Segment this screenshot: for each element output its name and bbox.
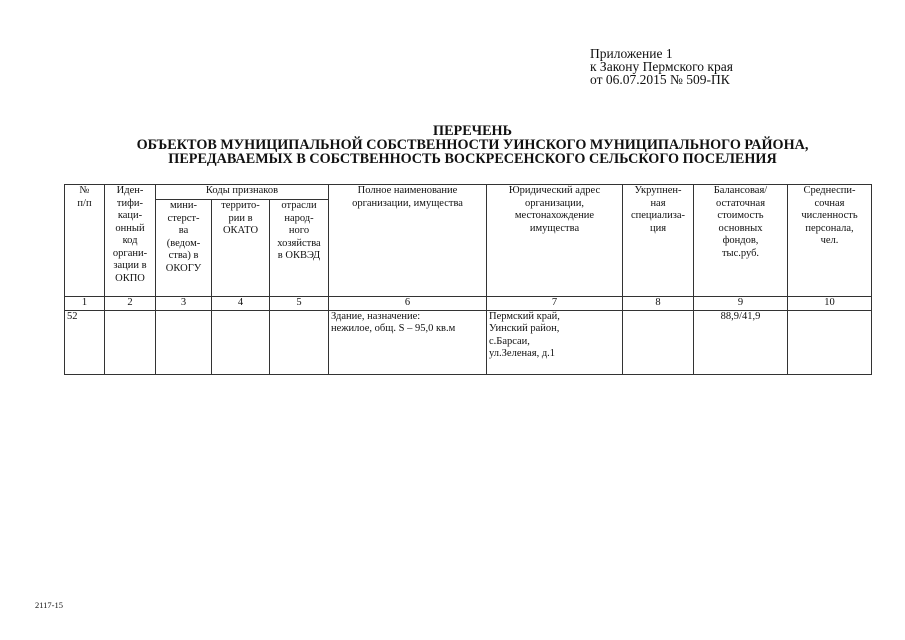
cell-text-line: организации, имущества xyxy=(352,197,463,209)
cell-text-line: численность xyxy=(801,210,858,221)
header-full-name xyxy=(329,185,487,297)
row-okato xyxy=(212,310,270,374)
table-row xyxy=(65,310,872,374)
cell-text-line: организации, xyxy=(525,197,584,209)
property-list-table xyxy=(64,184,872,375)
header-okved xyxy=(270,200,329,297)
heading-line-2: ОБЪЕКТОВ МУНИЦИПАЛЬНОЙ СОБСТВЕННОСТИ УИНСКОГО МУНИЦИПАЛЬНОГО РАЙОНА, xyxy=(136,137,809,153)
appendix-line: Приложение 1 xyxy=(590,46,673,61)
appendix-reference xyxy=(590,47,733,86)
cell-text-line: тыс.руб. xyxy=(721,247,760,259)
cell-text-line: Пермский край, xyxy=(489,310,560,322)
cell-text-line: остаточная xyxy=(715,197,766,209)
cell-text-line: Укрупнен- xyxy=(634,185,682,196)
column-number-7: 7 xyxy=(487,297,623,311)
column-number-6: 6 xyxy=(329,297,487,311)
cell-text-line: ная xyxy=(650,197,666,209)
cell-text-line: № xyxy=(79,185,90,196)
document-heading xyxy=(100,124,845,166)
heading-title: ПЕРЕЧЕНЬ xyxy=(433,123,512,139)
cell-text-line: стерст- xyxy=(167,212,200,224)
cell-text-line: народ- xyxy=(284,212,314,224)
cell-text-line: код xyxy=(122,235,138,246)
header-staff xyxy=(788,185,872,297)
cell-text-line: рии в xyxy=(228,212,253,224)
header-okato xyxy=(212,200,270,297)
cell-text-line: ция xyxy=(649,222,667,234)
cell-text-line: Полное наименование xyxy=(357,185,458,196)
row-okogu xyxy=(156,310,212,374)
cell-text-line: с.Барсаи, xyxy=(489,335,530,347)
cell-text-line: отрасли xyxy=(281,200,317,211)
column-number-2: 2 xyxy=(105,297,156,311)
appendix-date-line: от 06.07.2015 № 509-ПК xyxy=(590,72,730,87)
header-codes-group: Коды признаков xyxy=(156,185,329,200)
cell-text-line: Здание, назначение: xyxy=(331,310,421,322)
row-specialization xyxy=(623,310,694,374)
cell-text-line: нежилое, общ. S – 95,0 кв.м xyxy=(331,323,456,334)
cell-text-line: персонала, xyxy=(805,222,854,234)
cell-text-line: (ведом- xyxy=(166,237,201,249)
cell-text-line: органи- xyxy=(112,247,148,259)
cell-text-line: хозяйства xyxy=(277,237,321,249)
row-staff xyxy=(788,310,872,374)
column-number-5: 5 xyxy=(270,297,329,311)
cell-text-line: каци- xyxy=(117,210,143,221)
cell-text-line: онный xyxy=(115,222,145,234)
cell-text-line: тифи- xyxy=(116,197,144,209)
header-address xyxy=(487,185,623,297)
heading-line-3: ПЕРЕДАВАЕМЫХ В СОБСТВЕННОСТЬ ВОСКРЕСЕНСКОГО СЕЛЬСКОГО ПОСЕЛЕНИЯ xyxy=(168,151,777,167)
cell-text-line: ОКОГУ xyxy=(165,262,202,274)
cell-text-line: чел. xyxy=(820,235,839,246)
cell-text-line: в ОКВЭД xyxy=(277,250,321,261)
cell-text-line: Среднеспи- xyxy=(803,185,856,196)
cell-text-line: Юридический адрес xyxy=(508,185,601,196)
column-number-9: 9 xyxy=(694,297,788,311)
cell-text-line: ва xyxy=(178,225,189,236)
row-name xyxy=(329,310,487,374)
header-num xyxy=(65,185,105,297)
cell-text-line: ул.Зеленая, д.1 xyxy=(489,348,556,359)
row-okpo xyxy=(105,310,156,374)
cell-text-line: сочная xyxy=(814,197,845,209)
cell-text-line: Балансовая/ xyxy=(713,185,768,196)
cell-text-line: Уинский район, xyxy=(489,323,560,334)
cell-text-line: основных xyxy=(718,222,763,234)
header-specialization xyxy=(623,185,694,297)
column-number-1: 1 xyxy=(65,297,105,311)
appendix-law-line: к Закону Пермского края xyxy=(590,59,733,74)
cell-text-line: местонахождение xyxy=(514,210,595,221)
cell-text-line: специализа- xyxy=(630,210,686,221)
column-number-4: 4 xyxy=(212,297,270,311)
header-balance xyxy=(694,185,788,297)
cell-text-line: ОКПО xyxy=(115,272,145,284)
column-number-3: 3 xyxy=(156,297,212,311)
cell-text-line: фондов, xyxy=(722,235,759,246)
row-balance: 88,9/41,9 xyxy=(694,310,788,374)
cell-text-line: Иден- xyxy=(116,185,144,196)
header-okpo xyxy=(105,185,156,297)
column-number-10: 10 xyxy=(788,297,872,311)
header-okogu xyxy=(156,200,212,297)
row-address xyxy=(487,310,623,374)
column-number-8: 8 xyxy=(623,297,694,311)
row-num: 52 xyxy=(65,310,105,374)
cell-text-line: имущества xyxy=(529,222,580,234)
cell-text-line: мини- xyxy=(170,200,197,211)
row-okved xyxy=(270,310,329,374)
cell-text-line: зации в xyxy=(113,260,147,271)
cell-text-line: стоимость xyxy=(717,210,764,221)
cell-text-line: п/п xyxy=(77,197,92,209)
cell-text-line: ного xyxy=(288,225,310,236)
cell-text-line: ства) в xyxy=(168,250,199,261)
cell-text-line: террито- xyxy=(221,200,260,211)
document-code: 2117-15 xyxy=(35,600,64,610)
cell-text-line: ОКАТО xyxy=(222,225,259,236)
